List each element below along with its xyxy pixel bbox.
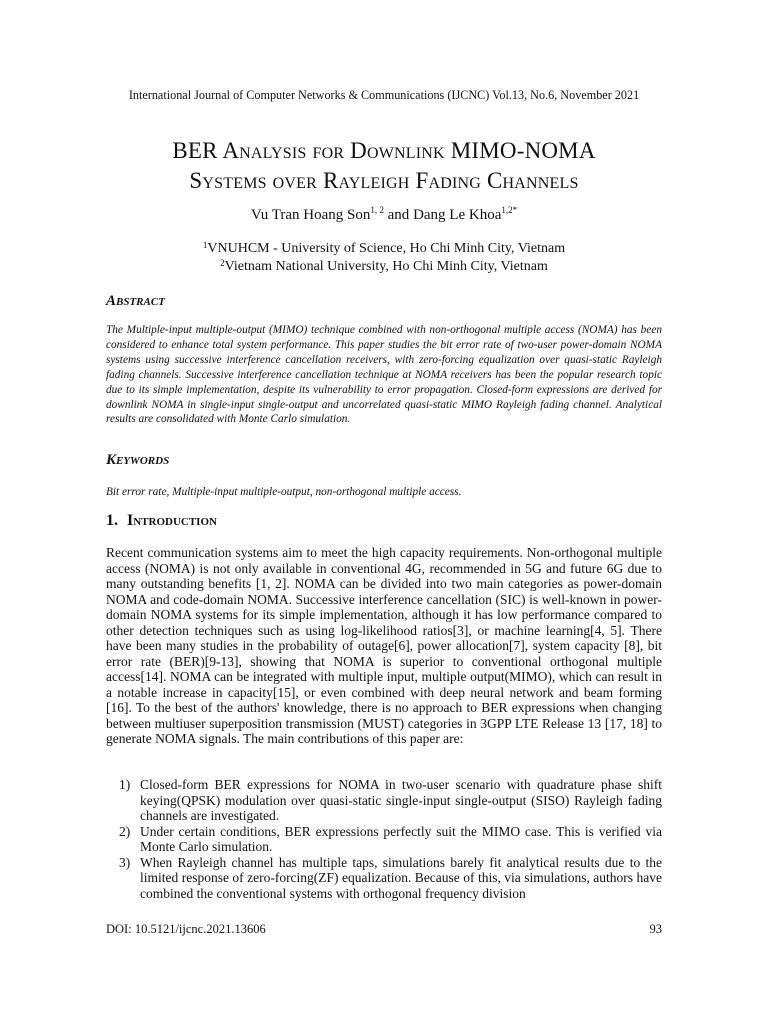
- section-number: 1.: [106, 512, 118, 529]
- author-2-affiliation-marks: 1,2*: [501, 205, 518, 215]
- list-item-number: 3): [119, 854, 131, 870]
- list-item: [106, 777, 662, 824]
- author-1-affiliation-marks: 1, 2: [370, 205, 384, 215]
- introduction-paragraph: Recent communication systems aim to meet the high capacity requirements. Non-orthogonal multiple access (NOMA) is not only available in conventional 4G, recommended in 5G and future 6G due to many outstanding benefits [1, 2]. NOMA can be divided into two main categories as power-domain NOMA and code-domain NOMA. Successive interference cancellation (SIC) is well-known in power-domain NOMA systems for its simple implementation, although it has low performance compared to other detection techniques such as using log-likelihood ratios[3], or machine learning[4, 5]. There have been many studies in the probability of outage[6], power allocation[7], system capacity [8], bit error rate (BER)[9-13], showing that NOMA is superior to conventional orthogonal multiple access[14]. NOMA can be integrated with multiple input, multiple output(MIMO), which can result in a notable increase in capacity[15], or even combined with deep neural network and beam forming [16]. To the best of the authors' knowledge, there is no approach to BER expressions when changing between multiuser superposition transmission (MUST) categories in 3GPP LTE Release 13 [17, 18] to generate NOMA signals. The main contributions of this paper are:: [106, 545, 662, 746]
- affiliation-2-text: Vietnam National University, Ho Chi Minh City, Vietnam: [224, 259, 548, 274]
- list-item-number: 1): [119, 777, 131, 792]
- affiliation-2: [0, 259, 768, 275]
- affiliation-2-mark: 2: [220, 258, 225, 268]
- introduction-heading: [106, 512, 217, 530]
- keywords-text: Bit error rate, Multiple-input multiple-output, non-orthogonal multiple access.: [106, 486, 462, 498]
- list-item-text: Under certain conditions, BER expressions perfectly suit the MIMO case. This is verified via Monte Carlo simulation.: [140, 823, 662, 854]
- author-2-name: Dang Le Khoa: [413, 207, 502, 223]
- affiliation-1-text: VNUHCM - University of Science, Ho Chi Minh City, Vietnam: [207, 241, 566, 256]
- title-line-2: Systems over Rayleigh Fading Channels: [189, 168, 579, 193]
- list-item-number: 2): [119, 823, 131, 839]
- page-number: 93: [649, 922, 662, 936]
- list-item-text: Closed-form BER expressions for NOMA in two-user scenario with quadrature phase shift keying(QPSK) modulation over quasi-static single-input single-output (SISO) Rayleigh fading channels are investigated.: [140, 777, 662, 823]
- title-line-1: BER Analysis for Downlink MIMO-NOMA: [172, 138, 596, 163]
- footer-doi: DOI: 10.5121/ijcnc.2021.13606: [106, 922, 266, 936]
- abstract-heading: Abstract: [106, 293, 165, 309]
- affiliation-1-mark: 1: [202, 240, 208, 250]
- contributions-list: [106, 777, 662, 901]
- list-item: [106, 824, 662, 855]
- keywords-heading: Keywords: [106, 452, 170, 468]
- list-item: [106, 855, 662, 902]
- section-title: Introduction: [127, 512, 217, 529]
- paper-title: [0, 136, 768, 196]
- running-head: International Journal of Computer Networks & Communications (IJCNC) Vol.13, No.6, November 2021: [128, 88, 640, 102]
- affiliation-1: [0, 241, 768, 257]
- author-1-name: Vu Tran Hoang Son: [250, 207, 371, 223]
- list-item-text: When Rayleigh channel has multiple taps, simulations barely fit analytical results due to the limited response of zero-forcing(ZF) equalization. Because of this, via simulations, authors have combined the conventional systems with orthogonal frequency division: [140, 854, 662, 901]
- author-conjunction: and: [383, 207, 414, 223]
- abstract-text: The Multiple-input multiple-output (MIMO) technique combined with non-orthogonal multiple access (NOMA) has been considered to enhance total system performance. This paper studies the bit error rate of two-user power-domain NOMA systems using successive interference cancellation receivers, with zero-forcing equalization over quasi-static Rayleigh fading channels. Successive interference cancellation technique at NOMA receivers has been the popular research topic due to its simple implementation, despite its vulnerability to error propagation. Closed-form expressions are derived for downlink NOMA in single-input single-output and uncorrelated quasi-static MIMO Rayleigh fading channel. Analytical results are consolidated with Monte Carlo simulation.: [106, 324, 662, 426]
- author-list: [0, 207, 768, 224]
